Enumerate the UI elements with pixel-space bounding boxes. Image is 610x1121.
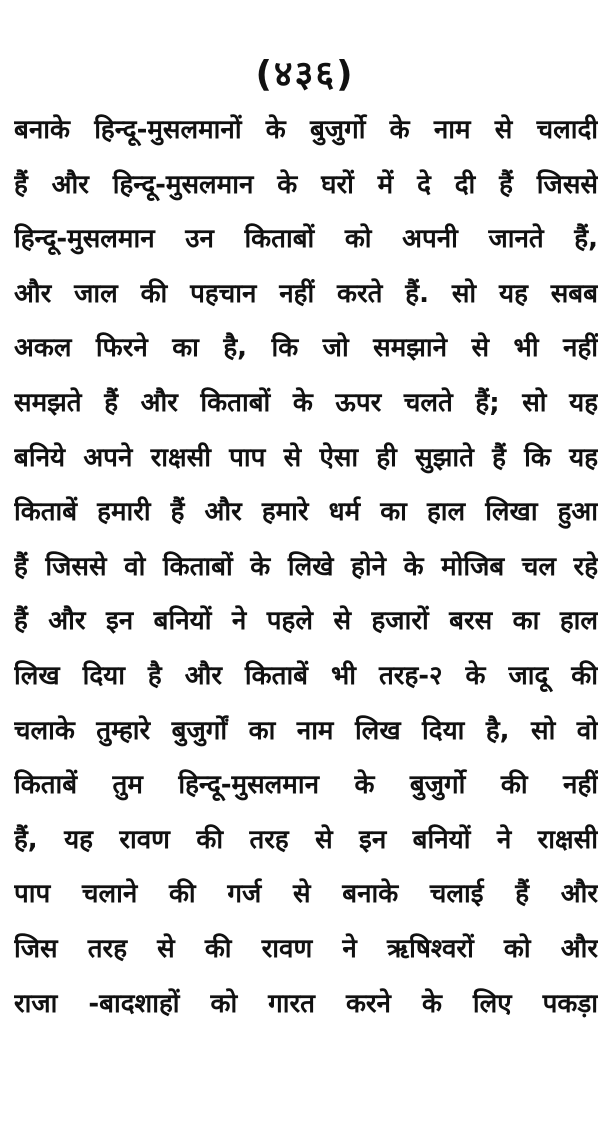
text-line: किताबें हमारी हैं और हमारे धर्म का हाल लिखा हुआ: [14, 497, 598, 528]
text-line: हिन्दू-मुसलमान उन किताबों को अपनी जानते हैं,: [14, 224, 598, 255]
text-line: और जाल की पहचान नहीं करते हैं. सो यह सबब: [14, 278, 598, 309]
page-number: (४३६): [255, 54, 355, 95]
text-line: पाप चलाने की गर्ज से बनाके चलाई हैं और: [14, 879, 598, 910]
text-line: समझते हैं और किताबों के ऊपर चलते हैं; सो यह: [14, 387, 598, 418]
text-line: राजा -बादशाहों को गारत करने के लिए पकड़ा: [14, 988, 598, 1019]
body-text: [14, 103, 598, 1031]
text-line: जिस तरह से की रावण ने ऋषिश्वरों को और: [14, 933, 598, 964]
text-line: चलाके तुम्हारे बुजुर्गों का नाम लिख दिया है, सो वो: [14, 715, 598, 746]
text-line: हैं और इन बनियों ने पहले से हजारों बरस का हाल: [14, 606, 598, 637]
text-line: हैं जिससे वो किताबों के लिखे होने के मोजिब चल रहे: [14, 551, 598, 582]
text-line: लिख दिया है और किताबें भी तरह-२ के जादू की: [14, 660, 598, 691]
text-line: बनिये अपने राक्षसी पाप से ऐसा ही सुझाते हैं कि यह: [14, 442, 598, 473]
text-line: हैं और हिन्दू-मुसलमान के घरों में दे दी हैं जिससे: [14, 169, 598, 200]
text-line: हैं, यह रावण की तरह से इन बनियों ने राक्षसी: [14, 824, 598, 855]
text-line: बनाके हिन्दू-मुसलमानों के बुजुर्गो के नाम से चलादी: [14, 115, 598, 145]
text-line: किताबें तुम हिन्दू-मुसलमान के बुजुर्गो की नहीं: [14, 770, 598, 801]
text-line: अकल फिरने का है, कि जो समझाने से भी नहीं: [14, 333, 598, 364]
